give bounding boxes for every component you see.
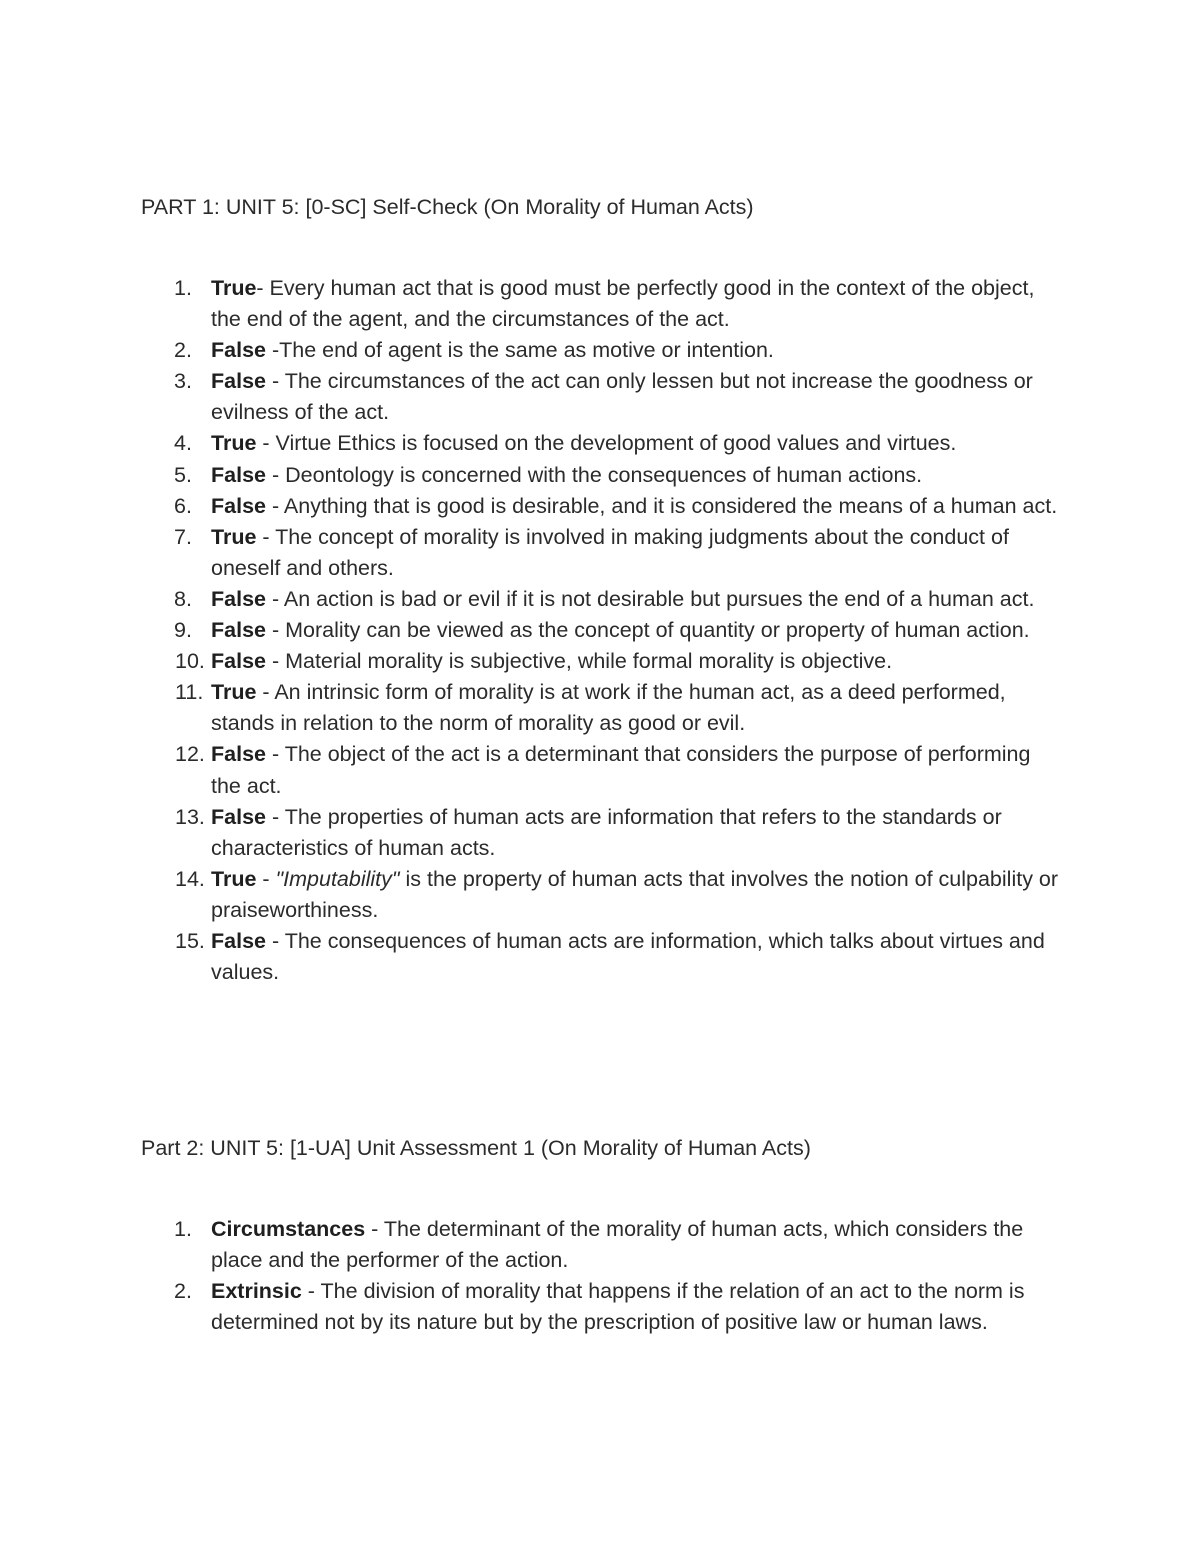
separator: -: [265, 742, 285, 767]
separator: -: [256, 866, 276, 891]
answer-text: The object of the act is a determinant that considers the purpose of performing the act.: [211, 742, 1031, 798]
list-item: [0, 522, 1200, 584]
item-number: 6.: [174, 493, 192, 518]
part2-heading: Part 2: UNIT 5: [1-UA] Unit Assessment 1 (On Morality of Human Acts): [141, 1136, 811, 1160]
answer-text: An intrinsic form of morality is at work if the human act, as a deed performed, stands in relation to the norm of morality as good or evil.: [211, 680, 1006, 736]
answer-text: Virtue Ethics is focused on the development of good values and virtues.: [275, 431, 957, 456]
answer-text: is the property of human acts that involves the notion of culpability or praiseworthiness.: [211, 866, 1059, 922]
separator: -: [265, 586, 284, 611]
answer-label: False: [211, 618, 266, 643]
separator: -: [256, 524, 276, 549]
list-item: [0, 615, 1200, 646]
answer-label: False: [211, 804, 266, 829]
list-item: [0, 1214, 1200, 1276]
separator: -: [265, 493, 284, 518]
answer-label: Circumstances: [211, 1217, 366, 1241]
list-item: [0, 428, 1200, 459]
answer-label: False: [211, 742, 266, 767]
list-item: [0, 926, 1200, 988]
answer-label: True: [211, 524, 257, 549]
separator: -: [301, 1279, 321, 1304]
item-number: 2.: [174, 1279, 192, 1304]
answer-text: Deontology is concerned with the consequences of human actions.: [285, 462, 923, 487]
answer-label: True: [211, 431, 257, 456]
separator: -: [265, 649, 286, 674]
part2-answer-list: [0, 1214, 1200, 1338]
answer-label: False: [211, 369, 266, 394]
item-number: 11.: [175, 680, 204, 705]
answer-text: Material morality is subjective, while formal morality is objective.: [285, 649, 893, 674]
list-item: [0, 1276, 1200, 1338]
list-item: [0, 335, 1200, 366]
answer-text: The division of morality that happens if the relation of an act to the norm is determined not by its nature but by the prescription of positive law or human laws.: [211, 1279, 1025, 1335]
list-item: [0, 491, 1200, 522]
item-number: 10.: [175, 649, 205, 674]
answer-label: Extrinsic: [211, 1279, 302, 1304]
separator: -: [265, 462, 286, 487]
answer-label: False: [211, 649, 266, 674]
part1-answer-list: [0, 273, 1200, 988]
separator: -: [256, 431, 276, 456]
item-number: 15.: [175, 928, 205, 953]
answer-label: True: [211, 866, 257, 891]
list-item: [0, 584, 1200, 615]
answer-label: False: [211, 338, 266, 363]
separator: -: [265, 338, 280, 363]
item-number: 8.: [174, 586, 192, 611]
answer-text: The end of agent is the same as motive or intention.: [279, 338, 774, 363]
item-number: 7.: [174, 524, 192, 549]
answer-text: Anything that is good is desirable, and it is considered the means of a human act.: [283, 493, 1058, 518]
item-number: 2.: [174, 338, 192, 363]
item-number: 13.: [175, 804, 205, 829]
item-number: 3.: [174, 369, 192, 394]
separator: -: [256, 680, 275, 705]
answer-label: True: [211, 680, 257, 705]
list-item: [0, 366, 1200, 428]
item-number: 1.: [174, 276, 192, 300]
list-item: [0, 273, 1200, 335]
answer-text: Morality can be viewed as the concept of quantity or property of human action.: [285, 618, 1030, 643]
list-item: [0, 739, 1200, 801]
separator: -: [265, 804, 285, 829]
list-item: [0, 460, 1200, 491]
answer-text: The circumstances of the act can only lessen but not increase the goodness or evilness of the act.: [211, 369, 1033, 425]
list-item: [0, 802, 1200, 864]
answer-label: False: [211, 586, 266, 611]
separator: -: [365, 1217, 384, 1241]
separator: -: [265, 618, 286, 643]
item-number: 9.: [174, 618, 192, 643]
answer-label: False: [211, 493, 266, 518]
answer-text: The consequences of human acts are information, which talks about virtues and values.: [211, 928, 1045, 985]
item-number: 12.: [175, 742, 205, 767]
list-item: [0, 864, 1200, 926]
answer-label: False: [211, 462, 266, 487]
answer-label: True: [211, 276, 257, 300]
answer-text: An action is bad or evil if it is not desirable but pursues the end of a human act.: [283, 586, 1035, 611]
list-item: [0, 677, 1200, 739]
separator: -: [256, 276, 270, 300]
item-number: 5.: [174, 462, 192, 487]
answer-text: The concept of morality is involved in making judgments about the conduct of oneself and others.: [211, 524, 1009, 580]
item-number: 1.: [174, 1217, 192, 1241]
answer-text: The determinant of the morality of human acts, which considers the place and the performer of the action.: [211, 1217, 1024, 1273]
separator: -: [265, 369, 285, 394]
answer-term-italic: "Imputability": [275, 866, 400, 891]
list-item: [0, 646, 1200, 677]
answer-label: False: [211, 928, 266, 953]
separator: -: [265, 928, 285, 953]
item-number: 4.: [174, 431, 192, 456]
part1-heading: PART 1: UNIT 5: [0-SC] Self-Check (On Morality of Human Acts): [141, 195, 754, 219]
answer-text: Every human act that is good must be perfectly good in the context of the object, the end of the agent, and the circumstances of the act.: [211, 276, 1035, 332]
item-number: 14.: [175, 866, 205, 891]
answer-text: The properties of human acts are information that refers to the standards or characteristics of human acts.: [211, 804, 1002, 860]
